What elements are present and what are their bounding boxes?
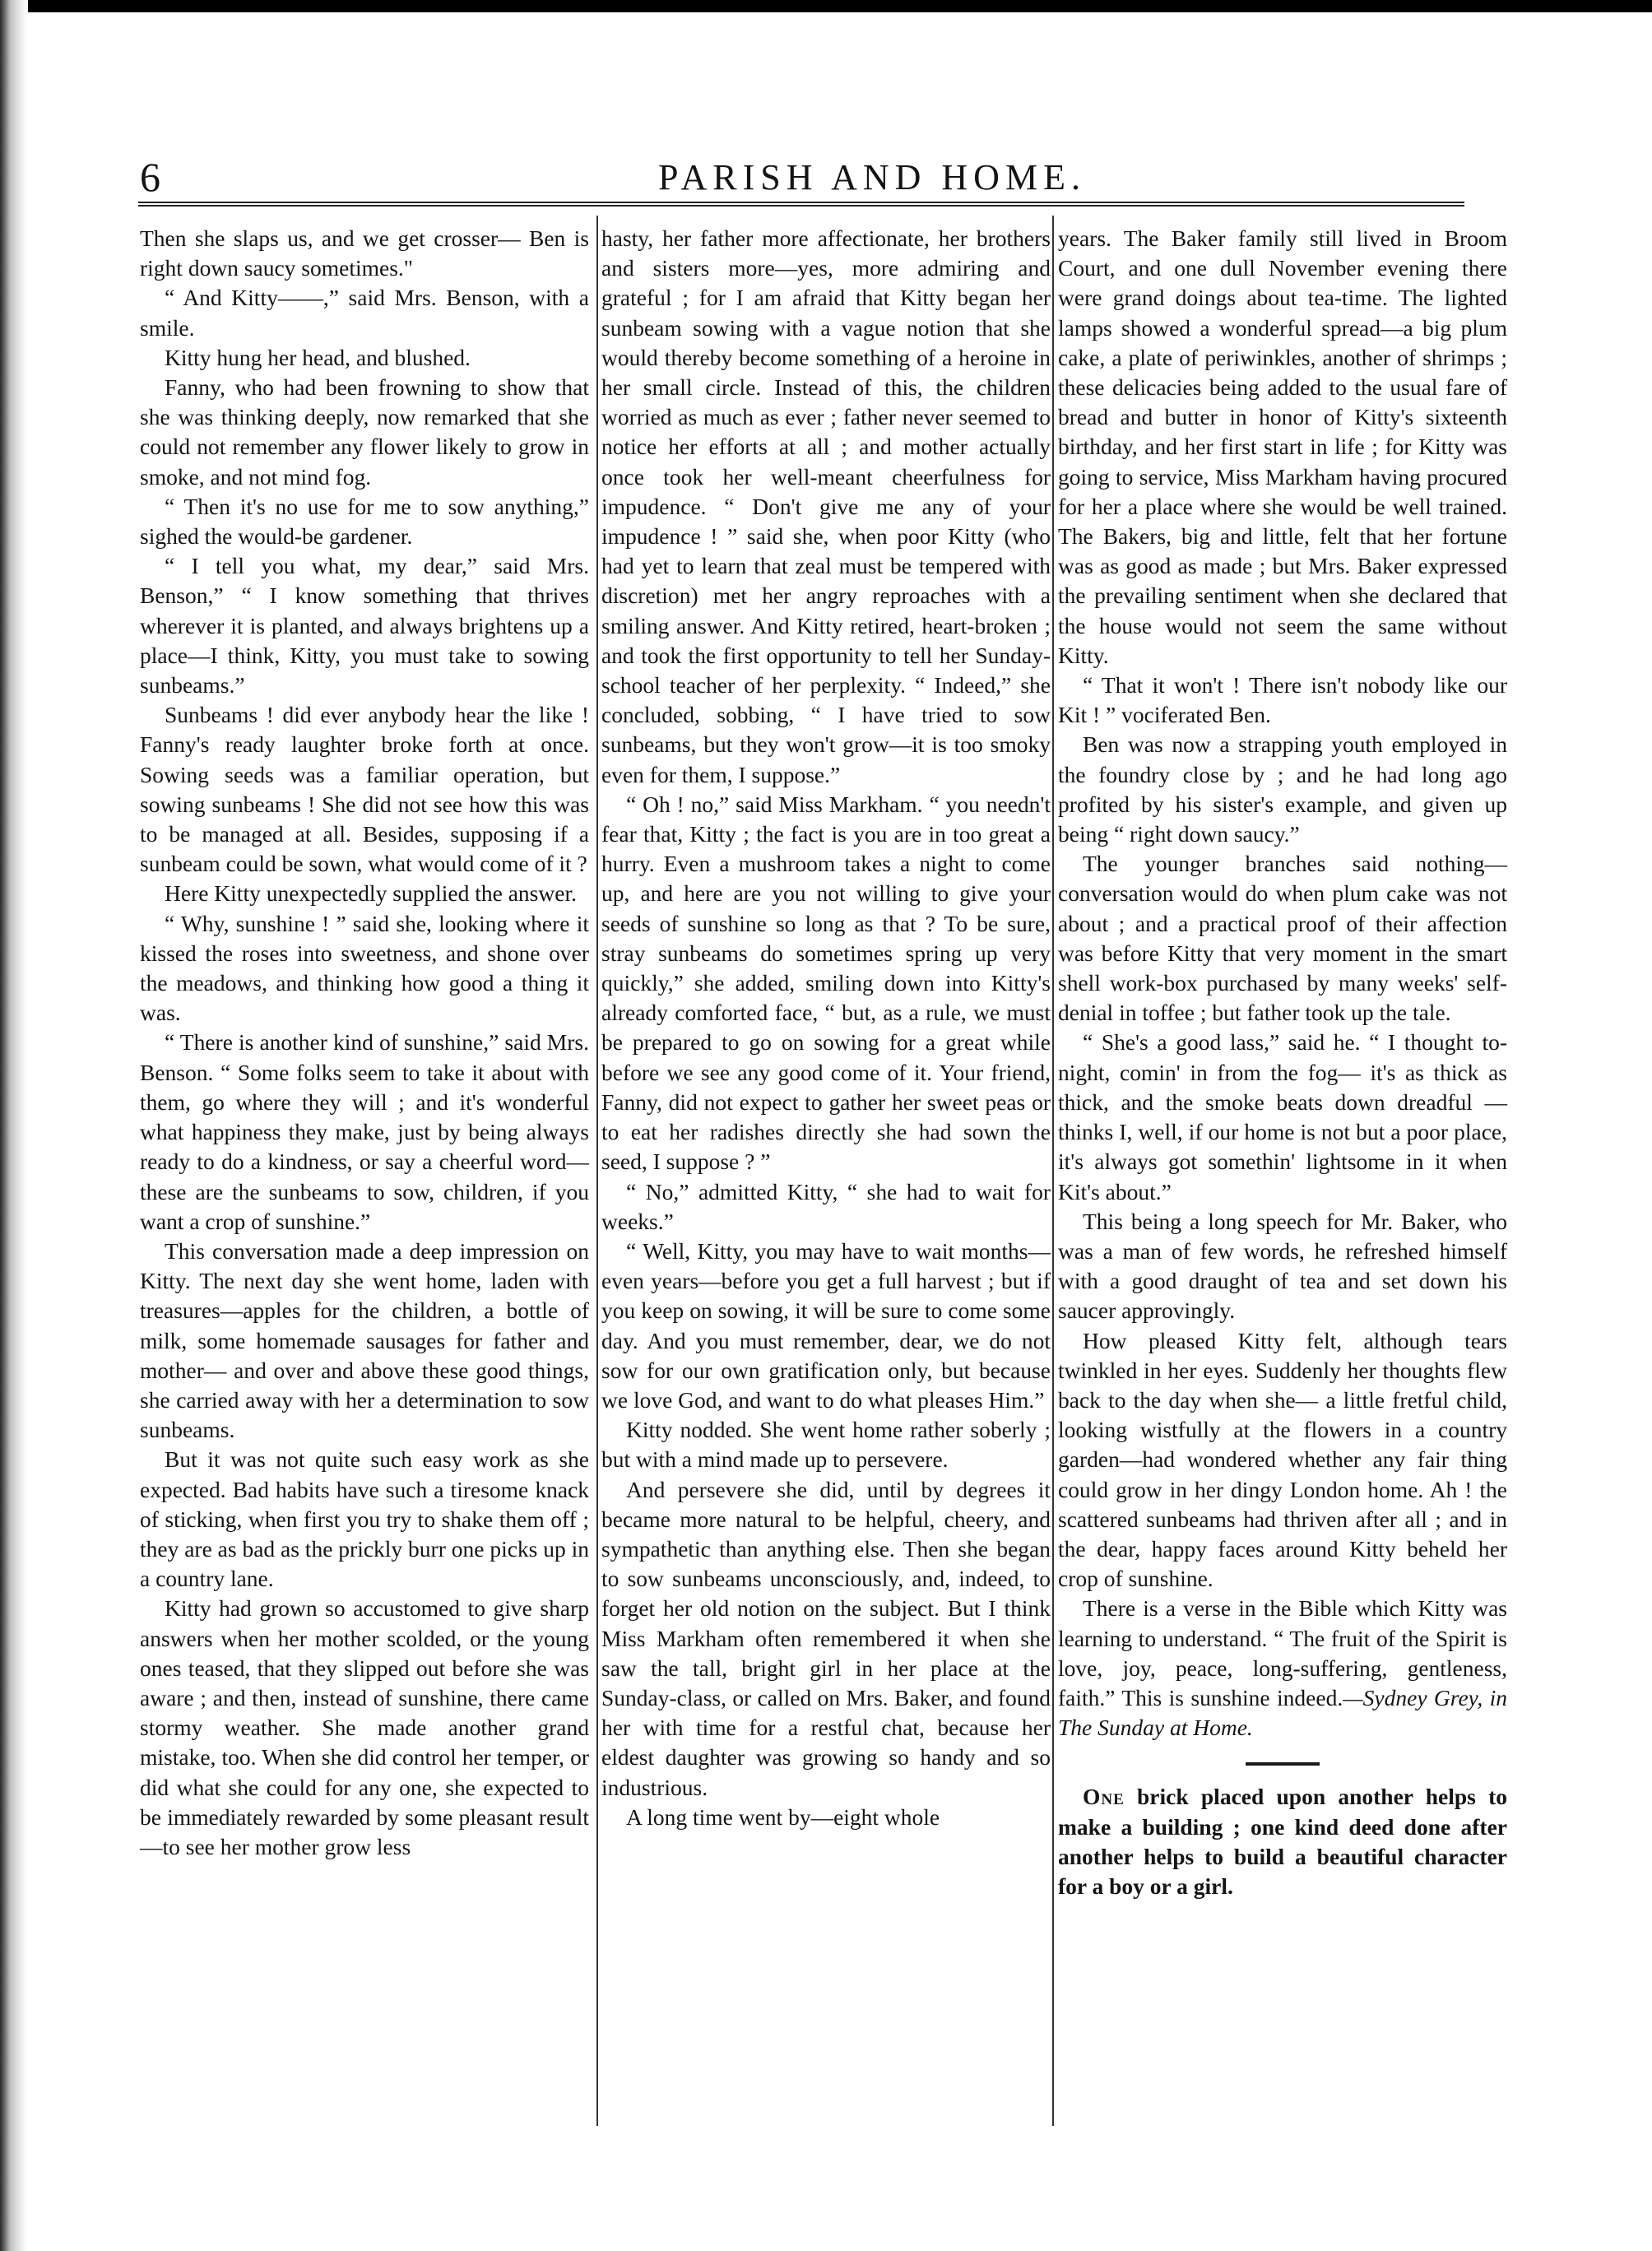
text-column-1 [140, 224, 589, 1862]
paragraph: Fanny, who had been frowning to show that she was thinking deeply, now remarked that she could not remember any flower likely to grow in smoke, and not mind fog. [140, 374, 589, 490]
paragraph: A long time went by—eight whole [626, 1803, 940, 1830]
closing-note-lead: One [1083, 1784, 1125, 1810]
paragraph: years. The Baker family still lived in Broom Court, and one dull November evening there were grand doings about tea-time. The lighted lamps showed a wonderful spread—a big plum cake, a plate of periwinkles, another of shrimps ; these delicacies being added to the usual fare of bread and butter in honor of Kitty's sixteenth birthday, and her first start in life ; for Kitty was going to service, Miss Markham having procured for her a place where she would be well trained. The Bakers, big and little, felt that her fortune was as good as made ; but Mrs. Baker expressed the prevailing sentiment when she declared that the house would not seem the same without Kitty. [1058, 225, 1507, 668]
closing-note-text: brick placed upon another helps to make a building ; one kind deed done after another helps to build a beautiful character for a boy or a girl. [1058, 1784, 1507, 1899]
paragraph: Here Kitty unexpectedly supplied the answer. [165, 880, 577, 907]
text-column-2 [601, 224, 1051, 1832]
paragraph: Then she slaps us, and we get crosser— Ben is right down saucy sometimes." [140, 225, 589, 281]
paragraph: “ She's a good lass,” said he. “ I thought to-night, comin' in from the fog— it's as thick as thick, and the smoke beats down dreadful — thinks I, well, if our home is not but a poor place, it's always got somethin' lightsome in it when Kit's about.” [1058, 1029, 1507, 1204]
paragraph: “ And Kitty——,” said Mrs. Benson, with a smile. [140, 285, 589, 341]
paragraph: “ No,” admitted Kitty, “ she had to wait for weeks.” [601, 1178, 1051, 1234]
paragraph-text: There is a verse in the Bible which Kitty was learning to understand. “ The fruit of the Spirit is love, joy, peace, long-suffering, gentleness, faith.” This is sunshine indeed. [1058, 1595, 1507, 1710]
paragraph: Sunbeams ! did ever anybody hear the like ! Fanny's ready laughter broke forth at once. Sowing seeds was a familiar operation, but sowing sunbeams ! She did not see how this was to be managed at all. Besides, supposing if a sunbeam could be sown, what would come of it ? [140, 702, 589, 877]
paragraph: “ Then it's no use for me to sow anything,” sighed the would-be gardener. [140, 493, 589, 550]
header-double-rule [138, 202, 1464, 207]
paragraph: And persevere she did, until by degrees it became more natural to be helpful, cheery, and sympathetic than anything else. Then she began to sow sunbeams unconsciously, and, indeed, to forget her old notion on the subject. But I think Miss Markham often remembered it when she saw the tall, bright girl in her place at the Sunday-class, or called on Mrs. Baker, and found her with time for a restful chat, because her eldest daughter was growing so handy and so industrious. [601, 1476, 1051, 1800]
running-head: PARISH AND HOME. [658, 157, 1086, 197]
paragraph: “ There is another kind of sunshine,” said Mrs. Benson. “ Some folks seem to take it about with them, go where they will ; and it's wonderful what happiness they make, just by being always ready to do a kindness, or say a cheerful word— these are the sunbeams to sow, children, if you want a crop of sunshine.” [140, 1029, 589, 1234]
paragraph: This conversation made a deep impression on Kitty. The next day she went home, laden with treasures—apples for the children, a bottle of milk, some homemade sausages for father and mother— and over and above these good things, she carried away with her a determination to sow sunbeams. [140, 1237, 589, 1443]
paragraph: Kitty hung her head, and blushed. [165, 344, 471, 370]
scan-top-border [0, 0, 1652, 12]
column-divider-1 [596, 216, 598, 2126]
page-number: 6 [140, 154, 160, 200]
paragraph: Kitty had grown so accustomed to give sharp answers when her mother scolded, or the young ones teased, that they slipped out before she was aware ; and then, instead of sunshine, there came stormy weather. She made another grand mistake, too. When she did control her temper, or did what she could for any one, she expected to be immediately rewarded by some pleasant result—to see her mother grow less [140, 1595, 589, 1859]
paragraph: This being a long speech for Mr. Baker, who was a man of few words, he refreshed himself with a good draught of tea and set down his saucer approvingly. [1058, 1208, 1507, 1324]
column-divider-2 [1052, 216, 1054, 2126]
paragraph: “ I tell you what, my dear,” said Mrs. Benson,” “ I know something that thrives wherever it is planted, and always brightens up a place—I think, Kitty, you must take to sowing sunbeams.” [140, 553, 589, 699]
paragraph: Kitty nodded. She went home rather soberly ; but with a mind made up to persevere. [601, 1417, 1051, 1473]
paragraph: The younger branches said nothing— conversation would do when plum cake was not about ; and a practical proof of their affection was before Kitty that very moment in the smart shell work-box purchased by many weeks' self-denial in toffee ; but father took up the tale. [1058, 851, 1507, 1026]
paragraph: hasty, her father more affectionate, her brothers and sisters more—yes, more admiring and grateful ; for I am afraid that Kitty began her sunbeam sowing with a vague notion that she would thereby become something of a heroine in her small circle. Instead of this, the children worried as much as ever ; father never seemed to notice her efforts at all ; and mother actually once took her well-meant cheerfulness for impudence. “ Don't give me any of your impudence ! ” said she, when poor Kitty (who had yet to learn that zeal must be tempered with discretion) met her angry reproaches with a smiling answer. And Kitty retired, heart-broken ; and took the first opportunity to tell her Sunday-school teacher of her perplexity. “ Indeed,” she concluded, sobbing, “ I have tried to sow sunbeams, but they won't grow—it is too smoky even for them, I suppose.” [601, 225, 1051, 787]
scan-binding-edge [0, 0, 28, 2251]
paragraph-with-attribution [1058, 1594, 1507, 1743]
paragraph: But it was not quite such easy work as she expected. Bad habits have such a tiresome knack of sticking, when first you try to shake them off ; they are as bad as the prickly burr one picks up in a country lane. [140, 1446, 590, 1592]
paragraph: How pleased Kitty felt, although tears twinkled in her eyes. Suddenly her thoughts flew back to the day when she— a little fretful child, looking wistfully at the flowers in a country garden—had wondered whether any fair thing could grow in her dingy London home. Ah ! the scattered sunbeams had thriven after all ; and in the dear, happy faces around Kitty beheld her crop of sunshine. [1058, 1327, 1507, 1592]
text-column-3 [1058, 224, 1507, 1901]
section-rule [1246, 1762, 1320, 1766]
paragraph: “ Oh ! no,” said Miss Markham. “ you needn't fear that, Kitty ; the fact is you are in too great a hurry. Even a mushroom takes a night to come up, and here are you not willing to give your seeds of sunshine so long as that ? To be sure, stray sunbeams do sometimes spring up very quickly,” she added, smiling down into Kitty's already comforted face, “ but, as a rule, we must be prepared to go on sowing for a great while before we see any good come of it. Your friend, Fanny, did not expect to gather her sweet peas or to eat her radishes directly she had sown the seed, I suppose ? ” [601, 791, 1051, 1175]
attribution: —Sydney Grey, in The Sunday at Home. [1058, 1684, 1507, 1741]
paragraph: “ Why, sunshine ! ” said she, looking where it kissed the roses into sweetness, and shone over the meadows, and thinking how good a thing it was. [140, 910, 589, 1026]
closing-note [1058, 1782, 1507, 1901]
paragraph: “ That it won't ! There isn't nobody like our Kit ! ” vociferated Ben. [1058, 672, 1507, 728]
paragraph: “ Well, Kitty, you may have to wait months—even years—before you get a full harvest ; but if you keep on sowing, it will be sure to come some day. And you must remember, dear, we do not sow for our own gratification only, but because we love God, and want to do what pleases Him.” [601, 1237, 1051, 1413]
paragraph: Ben was now a strapping youth employed in the foundry close by ; and he had long ago profited by his sister's example, and given up being “ right down saucy.” [1058, 731, 1507, 847]
